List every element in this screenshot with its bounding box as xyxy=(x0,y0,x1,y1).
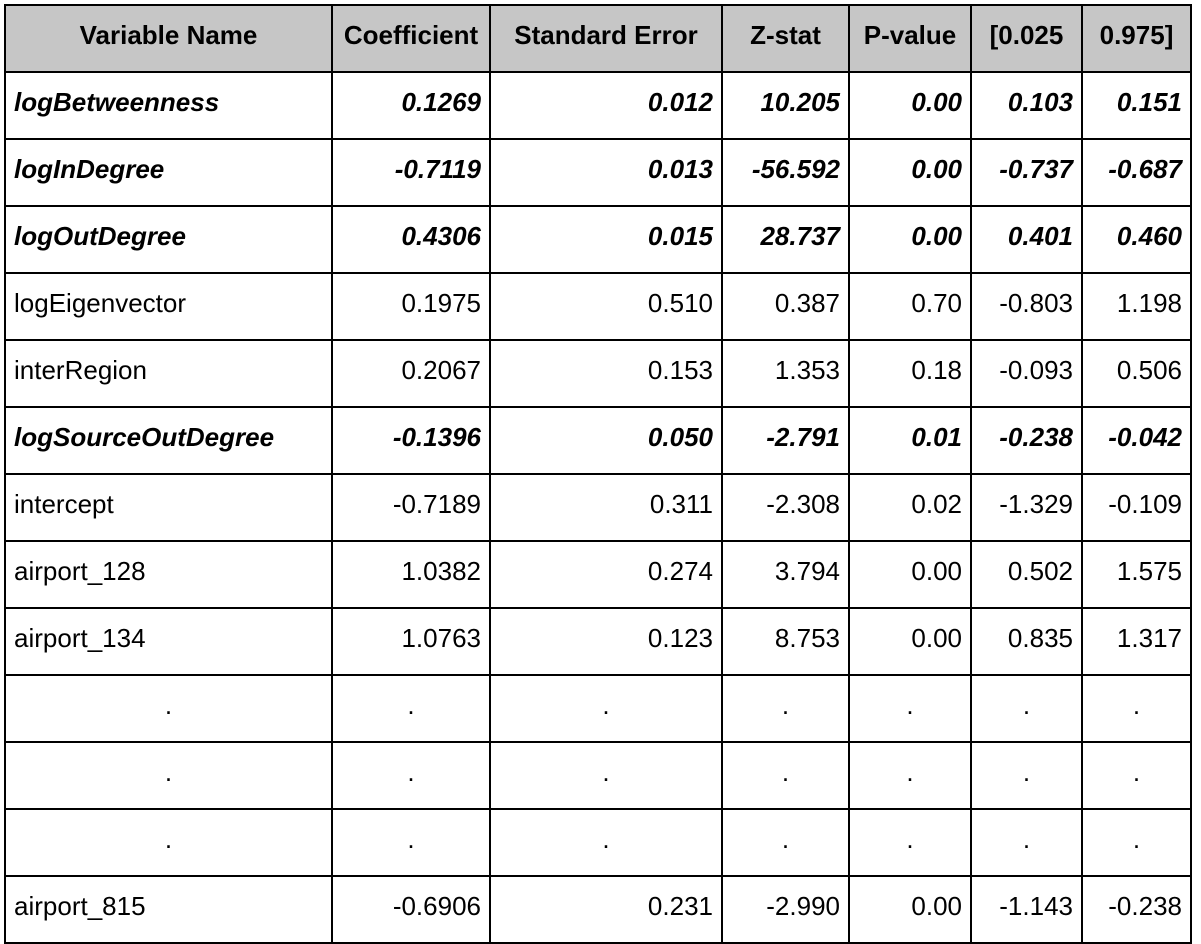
cell-z-stat: -2.791 xyxy=(722,407,849,474)
cell-ci-upper: -0.687 xyxy=(1082,139,1191,206)
cell-z-stat: -2.990 xyxy=(722,876,849,943)
table-body xyxy=(5,72,1191,943)
cell-variable-name: logSourceOutDegree xyxy=(5,407,332,474)
cell-ci-lower: . xyxy=(971,675,1082,742)
header-standard-error: Standard Error xyxy=(490,5,722,72)
cell-z-stat: . xyxy=(722,742,849,809)
cell-ci-lower: . xyxy=(971,809,1082,876)
header-coefficient: Coefficient xyxy=(332,5,490,72)
cell-ci-upper: 0.151 xyxy=(1082,72,1191,139)
cell-ci-lower: 0.401 xyxy=(971,206,1082,273)
cell-ci-upper: -0.042 xyxy=(1082,407,1191,474)
cell-p-value: 0.18 xyxy=(849,340,971,407)
cell-ci-lower: -1.329 xyxy=(971,474,1082,541)
cell-standard-error: . xyxy=(490,809,722,876)
cell-z-stat: 0.387 xyxy=(722,273,849,340)
header-row xyxy=(5,5,1191,72)
cell-ci-upper: . xyxy=(1082,809,1191,876)
cell-p-value: . xyxy=(849,675,971,742)
cell-variable-name: airport_815 xyxy=(5,876,332,943)
table-row xyxy=(5,876,1191,943)
cell-ci-lower: 0.103 xyxy=(971,72,1082,139)
cell-ci-upper: 1.575 xyxy=(1082,541,1191,608)
cell-p-value: . xyxy=(849,809,971,876)
table-row xyxy=(5,72,1191,139)
cell-coefficient: 0.1269 xyxy=(332,72,490,139)
cell-ci-lower: 0.835 xyxy=(971,608,1082,675)
cell-ci-lower: 0.502 xyxy=(971,541,1082,608)
header-p-value: P-value xyxy=(849,5,971,72)
cell-coefficient: -0.7119 xyxy=(332,139,490,206)
cell-variable-name: . xyxy=(5,809,332,876)
cell-variable-name: airport_134 xyxy=(5,608,332,675)
cell-p-value: 0.70 xyxy=(849,273,971,340)
cell-z-stat: 10.205 xyxy=(722,72,849,139)
cell-ci-lower: -0.238 xyxy=(971,407,1082,474)
cell-ci-upper: -0.238 xyxy=(1082,876,1191,943)
cell-p-value: 0.02 xyxy=(849,474,971,541)
cell-standard-error: 0.012 xyxy=(490,72,722,139)
cell-variable-name: logInDegree xyxy=(5,139,332,206)
cell-variable-name: interRegion xyxy=(5,340,332,407)
cell-coefficient: -0.1396 xyxy=(332,407,490,474)
cell-standard-error: . xyxy=(490,675,722,742)
cell-ci-lower: -1.143 xyxy=(971,876,1082,943)
ellipsis-row xyxy=(5,742,1191,809)
cell-coefficient: -0.7189 xyxy=(332,474,490,541)
cell-z-stat: 3.794 xyxy=(722,541,849,608)
cell-variable-name: intercept xyxy=(5,474,332,541)
cell-ci-lower: -0.093 xyxy=(971,340,1082,407)
ellipsis-row xyxy=(5,809,1191,876)
cell-standard-error: 0.050 xyxy=(490,407,722,474)
cell-ci-upper: . xyxy=(1082,675,1191,742)
cell-coefficient: 0.2067 xyxy=(332,340,490,407)
cell-ci-upper: -0.109 xyxy=(1082,474,1191,541)
cell-coefficient: 0.4306 xyxy=(332,206,490,273)
cell-p-value: 0.00 xyxy=(849,206,971,273)
cell-standard-error: 0.311 xyxy=(490,474,722,541)
cell-p-value: . xyxy=(849,742,971,809)
cell-coefficient: -0.6906 xyxy=(332,876,490,943)
table-row xyxy=(5,541,1191,608)
cell-p-value: 0.00 xyxy=(849,541,971,608)
table-row xyxy=(5,407,1191,474)
table-row xyxy=(5,206,1191,273)
cell-z-stat: 28.737 xyxy=(722,206,849,273)
table-row xyxy=(5,340,1191,407)
cell-z-stat: . xyxy=(722,809,849,876)
cell-coefficient: 0.1975 xyxy=(332,273,490,340)
cell-variable-name: . xyxy=(5,675,332,742)
cell-ci-upper: 0.460 xyxy=(1082,206,1191,273)
cell-variable-name: logOutDegree xyxy=(5,206,332,273)
cell-p-value: 0.00 xyxy=(849,876,971,943)
table-row xyxy=(5,139,1191,206)
header-ci-lower: [0.025 xyxy=(971,5,1082,72)
cell-standard-error: 0.153 xyxy=(490,340,722,407)
cell-coefficient: 1.0382 xyxy=(332,541,490,608)
cell-ci-lower: -0.803 xyxy=(971,273,1082,340)
cell-z-stat: . xyxy=(722,675,849,742)
cell-coefficient: . xyxy=(332,675,490,742)
cell-z-stat: 1.353 xyxy=(722,340,849,407)
cell-ci-upper: 1.198 xyxy=(1082,273,1191,340)
cell-p-value: 0.00 xyxy=(849,608,971,675)
cell-standard-error: 0.231 xyxy=(490,876,722,943)
cell-ci-lower: -0.737 xyxy=(971,139,1082,206)
cell-variable-name: airport_128 xyxy=(5,541,332,608)
cell-standard-error: 0.123 xyxy=(490,608,722,675)
cell-p-value: 0.01 xyxy=(849,407,971,474)
cell-ci-upper: . xyxy=(1082,742,1191,809)
cell-variable-name: logBetweenness xyxy=(5,72,332,139)
cell-ci-upper: 1.317 xyxy=(1082,608,1191,675)
header-z-stat: Z-stat xyxy=(722,5,849,72)
cell-standard-error: . xyxy=(490,742,722,809)
cell-variable-name: . xyxy=(5,742,332,809)
cell-ci-lower: . xyxy=(971,742,1082,809)
table-row xyxy=(5,608,1191,675)
table-row xyxy=(5,474,1191,541)
header-ci-upper: 0.975] xyxy=(1082,5,1191,72)
cell-coefficient: 1.0763 xyxy=(332,608,490,675)
cell-p-value: 0.00 xyxy=(849,139,971,206)
cell-p-value: 0.00 xyxy=(849,72,971,139)
cell-standard-error: 0.013 xyxy=(490,139,722,206)
cell-variable-name: logEigenvector xyxy=(5,273,332,340)
cell-z-stat: 8.753 xyxy=(722,608,849,675)
cell-standard-error: 0.015 xyxy=(490,206,722,273)
cell-coefficient: . xyxy=(332,809,490,876)
ellipsis-row xyxy=(5,675,1191,742)
cell-standard-error: 0.510 xyxy=(490,273,722,340)
regression-results-table xyxy=(4,4,1192,944)
header-variable-name: Variable Name xyxy=(5,5,332,72)
cell-z-stat: -56.592 xyxy=(722,139,849,206)
cell-ci-upper: 0.506 xyxy=(1082,340,1191,407)
cell-z-stat: -2.308 xyxy=(722,474,849,541)
cell-standard-error: 0.274 xyxy=(490,541,722,608)
cell-coefficient: . xyxy=(332,742,490,809)
table-row xyxy=(5,273,1191,340)
